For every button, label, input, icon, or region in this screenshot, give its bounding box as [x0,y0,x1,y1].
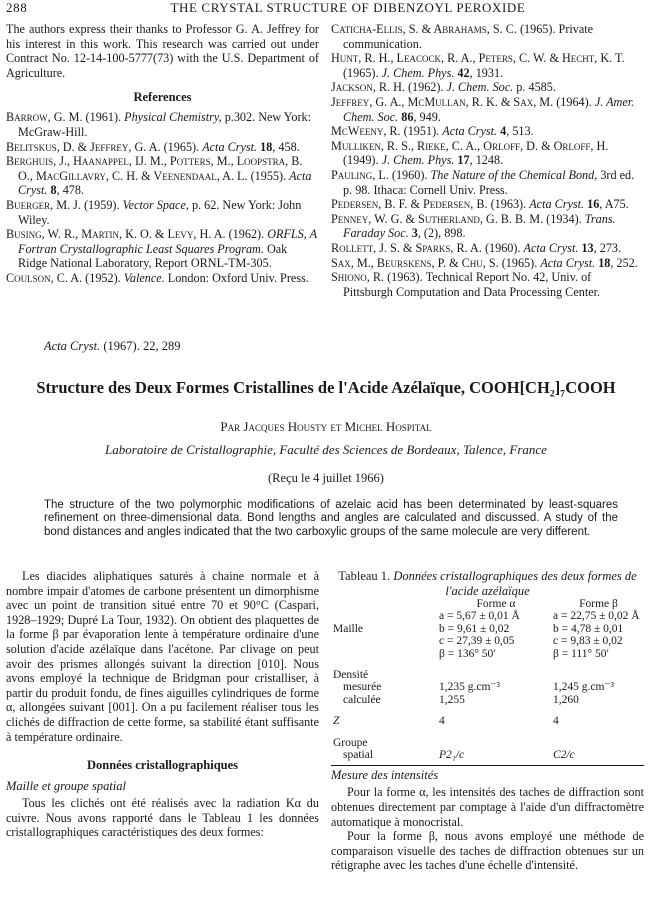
references-list-left [6,110,319,285]
reference-details: p. 62. New York: John Wiley. [18,197,302,227]
reference-authors: Belitskus, D. & Jeffrey, G. A. (1965). [6,139,203,154]
reference-details: , 252. [610,255,638,270]
reference-authors: Penney, W. G. & Sutherland, G. B. B. M. (1934). [331,211,585,226]
reference-entry [331,241,644,256]
alpha-a: a = 5,67 ± 0,01 Å [439,610,520,623]
reference-title: J. Amer. Chem. Soc. [343,94,635,124]
reference-volume: 18 [257,139,273,154]
reference-authors: Pedersen, B. F. & Pedersen, B. (1963). [331,197,530,212]
alpha-c: c = 27,39 ± 0,05 [439,635,515,648]
reference-title: Acta Cryst. [442,124,498,139]
reference-entry [6,198,319,227]
reference-authors: Rollett, J. S. & Sparks, R. A. (1960). [331,240,524,255]
reference-details: Oak Ridge National Laboratory, Report ORNL-TM-305. [18,241,288,271]
reference-details: , 478. [56,183,85,198]
beta-z: 4 [553,715,559,728]
reference-entry [331,124,644,139]
maille-paragraph: Tous les clichés ont été réalisés avec la radiation Kα du cuivre. Nous avons rapporté dans le Tableau 1 les données cristallographiques caractéristiques des deux formes: [6,796,319,840]
journal-volume-pages: (1967). 22, 289 [100,339,181,353]
reference-title: ORFLS, A Fortran Crystallographic Least Squares Program. [18,227,317,256]
beta-b: b = 4,78 ± 0,01 [553,622,624,635]
reference-details: p.302. New York: McGraw-Hill. [18,110,312,139]
reference-title: Acta Cryst. [523,240,579,255]
reference-entry [331,256,644,271]
reference-entry [6,227,319,271]
page-number: 288 [6,0,28,15]
references-list-right [331,22,644,299]
reference-entry [331,270,644,299]
running-title: THE CRYSTAL STRUCTURE OF DIBENZOYL PEROXIDE [170,0,526,15]
maille-label: Maille [333,622,364,635]
table-caption [331,569,644,598]
reference-title: Acta Cryst. [540,255,596,270]
reference-entry [331,95,644,124]
reference-details: , 1248. [469,153,504,168]
alpha-z: 4 [439,715,445,728]
reference-authors: Caticha-Ellis, S. & Abrahams, S. C. (1965). [331,22,559,36]
table-caption-lead: Tableau 1. [338,569,391,583]
reference-authors: Berghuis, J., Haanappel, IJ. M., Potters, M., Loopstra, B. O., MacGillavry, C. H. & Veenendaal, A. L. (1955). [6,154,303,183]
beta-c: c = 9,83 ± 0,02 [553,635,623,648]
reference-authors: Buerger, M. J. (1959). [6,197,123,212]
reference-entry [331,168,644,197]
reference-details: Private communication. [343,22,594,51]
reference-details: 3rd ed. p. 98. Ithaca: Cornell Univ. Press. [343,167,635,197]
beta-beta-angle: β = 111° 50′ [553,647,609,660]
groupe-label: Groupe [333,736,368,749]
reference-title: Acta Cryst. [18,168,312,198]
calculee-label: calculée [343,693,381,706]
reference-title: Acta Cryst. [529,197,585,212]
reference-title: J. Chem. Phys. [381,153,455,168]
alpha-b: b = 9,61 ± 0,02 [439,622,510,635]
mesuree-label: mesurée [343,681,382,694]
intensity-paragraph-beta: Pour la forme β, nous avons employé une méthode de comparaison visuelle des taches de diffraction obtenues sur un rétigraphe avec les taches d'une échelle d'intensité. [331,829,644,873]
reference-authors: Pauling, L. (1960). [331,167,431,182]
left-column-previous-article [6,22,319,286]
affiliation: Laboratoire de Cristallographie, Faculté des Sciences de Bordeaux, Talence, France [105,442,547,457]
beta-density-measured: 1,245 g.cm⁻³ [553,681,614,694]
reference-volume: 3 [408,226,418,241]
col-header-alpha: Forme α [476,598,516,610]
reference-volume: 16 [584,197,600,212]
densite-label: Densité [333,669,369,682]
reference-details: , (2), 898. [417,226,466,241]
table-caption-text: Données cristallographiques des deux formes de l'acide azélaïque [393,569,637,598]
reference-authors: Sax, M., Beurskens, P. & Chu, S. (1965). [331,255,541,270]
reference-authors: Shiono, R. (1963). [331,270,426,285]
reference-details: , 949. [413,109,441,124]
reference-authors: Mulliken, R. S., Rieke, C. A., Orloff, D. & Orloff, H. (1949). [331,138,609,168]
reference-volume: 8 [47,183,57,198]
right-column-references [331,22,644,299]
running-header [6,0,646,16]
reference-authors: McWeeny, R. (1951). [331,124,443,139]
reference-entry [331,212,644,241]
table-bottom-rule [331,765,644,766]
reference-details: , 273. [593,240,622,255]
col-header-beta: Forme β [579,598,618,610]
reference-details: , 458. [272,139,300,154]
received-date: (Reçu le 4 juillet 1966) [268,471,384,485]
references-heading: References [133,90,192,105]
article-authors: Par Jacques Housty et Michel Hospital [220,419,432,434]
reference-title: The Nature of the Chemical Bond, [430,167,598,182]
alpha-space-group: P2₁/c [439,749,465,762]
reference-entry [6,140,319,155]
reference-volume: 4 [497,124,507,139]
alpha-density-measured: 1,235 g.cm⁻³ [439,681,500,694]
reference-authors: Hunt, R. H., Leacock, R. A., Peters, C. W. & Hecht, K. T. (1965). [331,51,625,80]
reference-details: p. 4585. [513,80,556,95]
reference-entry [6,271,319,286]
journal-name: Acta Cryst. [44,339,101,353]
reference-details: , A75. [599,197,629,212]
z-label: Z [333,715,340,728]
reference-details: , 513. [506,124,534,139]
alpha-density-calculated: 1,255 [439,693,465,706]
reference-authors: Barrow, G. M. (1961). [6,110,125,125]
reference-authors: Busing, W. R., Martin, K. O. & Levy, H. A. (1962). [6,227,268,242]
alpha-beta-angle: β = 136° 50′ [439,647,496,660]
subsection-heading-intensites: Mesure des intensités [331,768,439,783]
reference-title: Trans. Faraday Soc. [343,211,616,241]
beta-a: a = 22,75 ± 0,02 Å [553,610,640,623]
reference-volume: 42 [454,65,470,80]
reference-entry [331,197,644,212]
reference-title: Vector Space, [122,197,189,212]
intro-paragraph: Les diacides aliphatiques saturés à chaine normale et à nombre impair d'atomes de carbone présentent un dimorphisme avec un point de transition situé entre 70 et 90°C (Caspari, 1928–1929; Dupré La Tour, 1932). On obtient des plaquettes de la forme β par évaporation lente à température ordinaire d'une solution d'acide azélaïque dans l'acétone. Par clivage on peut avoir des prismes allongés suivant la direction [010]. Nous avons employé la technique de Bridgman pour cristalliser, à partir du produit fondu, de fines aiguilles cylindriques de forme α, allongées suivant [001]. On a pu facilement réaliser tous les clichés de diffraction de cette forme, sa stabilité étant suffisante à température ordinaire. [6,569,319,744]
reference-title: J. Chem. Phys. [381,65,455,80]
crystal-data-table [331,598,644,761]
reference-title: Acta Cryst. [202,139,258,154]
reference-entry [331,51,644,80]
reference-entry [6,154,319,198]
body-left-column [6,569,319,840]
reference-volume: 18 [595,255,611,270]
reference-details: London: Oxford Univ. Press. [164,270,309,285]
reference-details: Technical Report No. 42, Univ. of Pittsburgh Computation and Data Processing Center. [343,270,601,299]
reference-entry [331,139,644,168]
reference-entry [331,22,644,51]
reference-authors: Jackson, R. H. (1962). [331,80,447,95]
section-heading: Données cristallographiques [86,758,239,773]
spatial-label: spatial [343,749,374,762]
reference-volume: 86 [398,109,414,124]
abstract: The structure of the two polymorphic modifications of azelaic acid has been determinated by least-squares refinement on three-dimensional data. Bond lengths and angles are calculated and discussed. A study of the bond distances and angles indicated that the two carboxylic groups of the same molecule are very different. [44,499,618,538]
body-right-column [331,569,644,873]
reference-volume: 13 [578,240,594,255]
reference-title: J. Chem. Soc. [446,80,514,95]
reference-entry [6,110,319,139]
journal-citation [44,339,180,354]
intensity-paragraph-alpha: Pour la forme α, les intensités des taches de diffraction sont obtenues directement par comptage à l'aide d'un diffractomètre automatique à monocristal. [331,785,644,829]
reference-details: , 1931. [469,65,504,80]
article-title: Structure des Deux Formes Cristallines de l'Acide Azélaïque, COOH[CH₂]₇COOH [36,378,616,397]
reference-volume: 17 [454,153,470,168]
subsection-heading-maille: Maille et groupe spatial [6,779,127,794]
reference-entry [331,80,644,95]
beta-space-group: C2/c [553,749,575,762]
reference-title: Valence. [123,270,165,285]
beta-density-calculated: 1,260 [553,693,579,706]
acknowledgement: The authors express their thanks to Professor G. A. Jeffrey for his interest in this work. This research was carried out under Contract No. 12-14-100-5777(73) with the U.S. Department of Agriculture. [6,22,319,80]
reference-authors: Coulson, C. A. (1952). [6,270,124,285]
reference-authors: Jeffrey, G. A., McMullan, R. K. & Sax, M. (1964). [331,94,595,109]
reference-title: Physical Chemistry, [124,110,222,125]
